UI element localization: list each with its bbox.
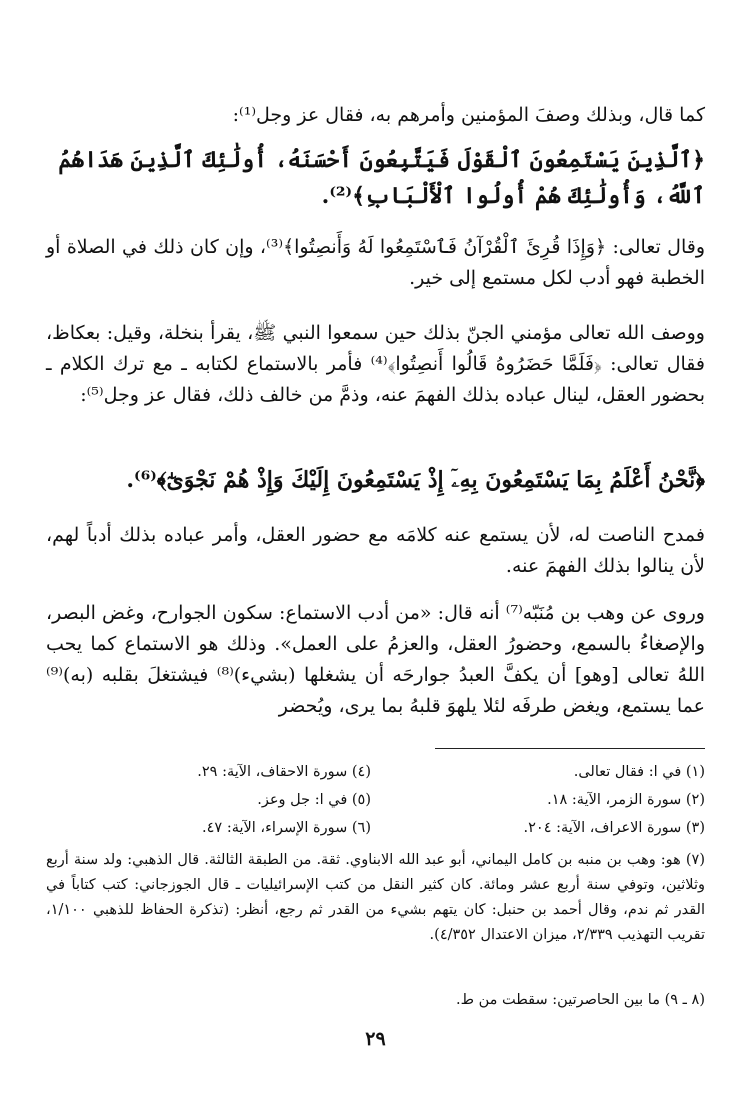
footnote-4: (٤) سورة الاحقاف، الآية: ٢٩. [197, 764, 371, 780]
quran-verse-isra: ﴿نَّحْنُ أَعْلَمُ بِمَا يَسْتَمِعُونَ بِهِۦٓ إِذْ يَسْتَمِعُونَ إِلَيْكَ وَإِذْ هُمْ نَجْوَىٰٓ﴾⁽⁶⁾. [126, 467, 705, 493]
footnote-6: (٦) سورة الإسراء، الآية: ٤٧. [202, 820, 371, 836]
footnote-7: (٧) هو: وهب بن منبه بن كامل اليماني، أبو عبد الله الابناوي. ثقة. من الطبقة الثالثة. قال الذهبي: ولد سنة أربع وثلاثين، وتوفي سنة أربع عشر ومائة. كان كثير النقل من كتب الإسرائيليات ـ قال الجوزجاني: كتب كتاباً في القدر ثم ندم، وقال أحمد بن حنبل: كان يتهم بشيء من القدر ثم رجع، أنظر: (تذكرة الحفاظ للذهبي ١/١٠٠، تقريب التهذيب ٢/٣٣٩، ميزان الاعتدال ٤/٣٥٢). [46, 852, 705, 943]
paragraph-jinn: ووصف الله تعالى مؤمني الجنّ بذلك حين سمعوا النبي ﷺ، يقرأ بنخلة، وقيل: بعكاظ، فقال تعالى: ﴿فَلَمَّا حَضَرُوهُ قَالُوا أَنصِتُوا﴾⁽⁴⁾ فأمر بالاستماع لكتابه ـ مع ترك الكلام ـ بحضور العقل، لينال عباده بذلك الفهمَ عنه، وذمَّ من خالف ذلك، فقال عز وجل⁽⁵⁾: [46, 322, 705, 406]
footnote-divider [435, 748, 705, 749]
paragraph-praise: فمدح الناصت له، لأن يستمع عنه كلامَه مع حضور العقل، وأمر عباده بذلك أدباً لهم، لأن ينالوا بذلك الفهمَ عنه. [46, 524, 705, 577]
footnote-2: (٢) سورة الزمر، الآية: ١٨. [547, 792, 705, 808]
footnote-3: (٣) سورة الاعراف، الآية: ٢٠٤. [523, 820, 705, 836]
footnote-8-9: (٨ ـ ٩) ما بين الحاصرتين: سقطت من ط. [456, 992, 705, 1008]
footnote-1: (١) في ا: فقال تعالى. [573, 764, 705, 780]
paragraph-intro: كما قال، وبذلك وصفَ المؤمنين وأمرهم به، فقال عز وجل⁽¹⁾: [232, 104, 705, 126]
footnote-5: (٥) في ا: جل وعز. [257, 792, 371, 808]
quran-verse-zumar: ﴿ٱلَّذِينَ يَسْتَمِعُونَ ٱلْقَوْلَ فَيَتَّبِعُونَ أَحْسَنَهُ، أُولَٰئِكَ ٱلَّذِينَ هَدَاهُمُ ٱللَّهُ، وَأُولَٰئِكَ هُمْ أُولُوا ٱلْأَلْبَابِ﴾⁽²⁾. [58, 147, 705, 209]
paragraph-wahb: وروى عن وهب بن مُنَبّه⁽⁷⁾ أنه قال: «من أدب الاستماع: سكون الجوارح، وغض البصر، والإصغاءُ بالسمع، وحضورُ العقل، والعزمُ على العمل». وذلك هو الاستماع كما يحب اللهُ تعالى [وهو] أن يكفَّ العبدُ جوارحَه أن يشغلها (بشيء)⁽⁸⁾ فيشتغلَ بقلبه (به)⁽⁹⁾ عما يستمع، ويغض طرفَه لئلا يلهوَ قلبهُ بما يرى، ويُحضر [46, 602, 705, 717]
paragraph-araf: وقال تعالى: ﴿وَإِذَا قُرِئَ ٱلْقُرْآنُ فَٱسْتَمِعُوا لَهُ وَأَنصِتُوا﴾⁽³⁾، وإن كان ذلك في الصلاة أو الخطبة فهو أدب لكل مستمع إلى خير. [46, 236, 705, 289]
page-number: ٢٩ [365, 1028, 386, 1050]
